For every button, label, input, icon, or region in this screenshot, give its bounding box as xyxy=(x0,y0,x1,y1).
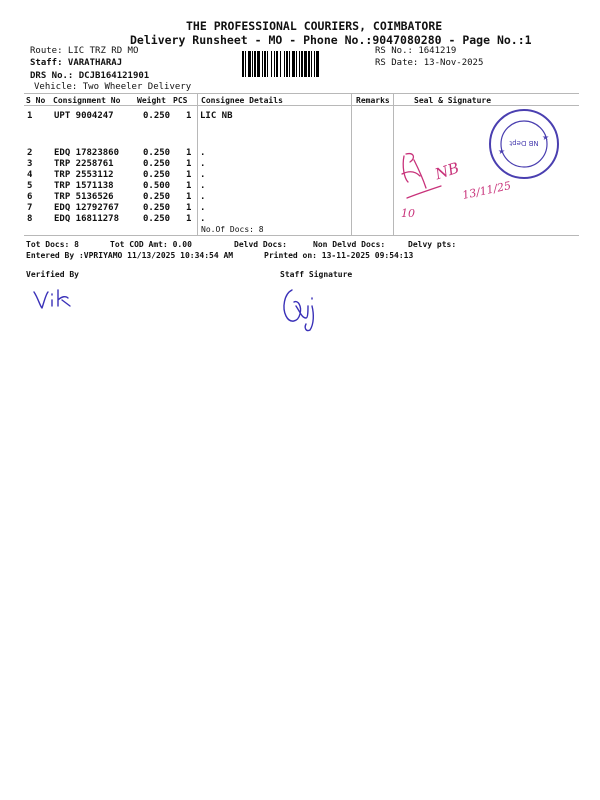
svg-text:★: ★ xyxy=(498,147,506,156)
verifier-signature xyxy=(30,284,90,314)
entered-by: Entered By :VPRIYAMO 11/13/2025 10:34:54 AM xyxy=(26,251,234,260)
cell-weight: 0.250 xyxy=(143,111,171,121)
header-consignment: Consignment No xyxy=(53,96,121,105)
cell-pcs: 1 xyxy=(186,203,192,213)
header-sno: S No xyxy=(26,96,46,105)
route-label: Route: LIC TRZ RD MO xyxy=(30,46,139,56)
cell-details: . xyxy=(200,214,206,224)
cell-weight: 0.250 xyxy=(143,170,171,180)
cell-weight: 0.500 xyxy=(143,181,171,191)
printed-on: Printed on: 13-11-2025 09:54:13 xyxy=(264,251,414,260)
column-divider xyxy=(351,93,352,235)
rs-number: RS No.: 1641219 xyxy=(375,46,457,56)
stamp-text: NB Dept xyxy=(509,139,539,147)
cell-sno: 4 xyxy=(27,170,33,180)
cell-sno: 6 xyxy=(27,192,33,202)
cell-pcs: 1 xyxy=(186,192,192,202)
table-row xyxy=(0,111,233,122)
drs-number: DRS No.: DCJB164121901 xyxy=(30,71,150,81)
cell-consignment: TRP 5136526 xyxy=(54,192,114,202)
column-divider xyxy=(393,93,394,235)
cell-pcs: 1 xyxy=(186,159,192,169)
table-row xyxy=(0,214,210,225)
cell-consignment: EDQ 17823860 xyxy=(54,148,120,158)
cell-weight: 0.250 xyxy=(143,203,171,213)
no-of-docs: No.Of Docs: 8 xyxy=(201,225,264,234)
header-seal-signature: Seal & Signature xyxy=(414,96,492,105)
handwritten-date: 13/11/25 xyxy=(461,179,513,202)
non-delivered-docs: Non Delvd Docs: xyxy=(313,240,386,249)
runsheet-subtitle: Delivery Runsheet - MO - Phone No.:9047080280 - Page No.:1 xyxy=(130,33,532,47)
cell-sno: 5 xyxy=(27,181,33,191)
vehicle-label: Vehicle: Two Wheeler Delivery xyxy=(34,82,192,92)
rs-date: RS Date: 13-Nov-2025 xyxy=(375,58,484,68)
cell-consignment: EDQ 12792767 xyxy=(54,203,120,213)
cell-sno: 2 xyxy=(27,148,33,158)
company-title: THE PROFESSIONAL COURIERS, COIMBATORE xyxy=(186,19,443,33)
cell-details: . xyxy=(200,192,206,202)
cell-sno: 7 xyxy=(27,203,33,213)
cell-pcs: 1 xyxy=(186,148,192,158)
department-stamp xyxy=(484,104,564,184)
cell-details: . xyxy=(200,148,206,158)
table-row xyxy=(0,159,210,170)
handwritten-stroke xyxy=(405,184,445,204)
table-row xyxy=(0,181,210,192)
cell-pcs: 1 xyxy=(186,181,192,191)
cell-details: . xyxy=(200,203,206,213)
staff-signature xyxy=(278,284,328,336)
total-docs: Tot Docs: 8 xyxy=(26,240,79,249)
cell-weight: 0.250 xyxy=(143,214,171,224)
cell-consignment: TRP 2553112 xyxy=(54,170,114,180)
header-pcs: PCS xyxy=(173,96,188,105)
cell-weight: 0.250 xyxy=(143,148,171,158)
handwritten-count: 10 xyxy=(401,207,415,220)
barcode xyxy=(242,51,372,77)
table-top-border xyxy=(24,93,579,94)
cell-details: . xyxy=(200,170,206,180)
table-row xyxy=(0,192,210,203)
staff-signature-label: Staff Signature xyxy=(280,270,353,279)
cell-weight: 0.250 xyxy=(143,159,171,169)
cell-details: . xyxy=(200,159,206,169)
staff-label: Staff: VARATHARAJ xyxy=(30,58,123,68)
cell-consignment: UPT 9004247 xyxy=(54,111,114,121)
header-consignee: Consignee Details xyxy=(201,96,283,105)
table-row xyxy=(0,170,210,181)
cell-consignment: EDQ 16811278 xyxy=(54,214,120,224)
cell-consignment: TRP 1571138 xyxy=(54,181,114,191)
cell-consignment: TRP 2258761 xyxy=(54,159,114,169)
cell-details: . xyxy=(200,181,206,191)
table-bottom-border xyxy=(24,235,579,236)
table-row xyxy=(0,148,210,159)
total-cod-amount: Tot COD Amt: 0.00 xyxy=(110,240,192,249)
cell-weight: 0.250 xyxy=(143,192,171,202)
verified-by-label: Verified By xyxy=(26,270,79,279)
barcode-bar xyxy=(319,51,321,77)
cell-sno: 3 xyxy=(27,159,33,169)
cell-sno: 1 xyxy=(27,111,33,121)
header-remarks: Remarks xyxy=(356,96,390,105)
handwritten-note-nb: NB xyxy=(432,158,462,184)
svg-text:★: ★ xyxy=(542,133,550,142)
cell-pcs: 1 xyxy=(186,111,192,121)
cell-sno: 8 xyxy=(27,214,33,224)
cell-pcs: 1 xyxy=(186,214,192,224)
delivery-points: Delvy pts: xyxy=(408,240,457,249)
delivered-docs: Delvd Docs: xyxy=(234,240,287,249)
header-weight: Weight xyxy=(137,96,166,105)
table-row xyxy=(0,203,210,214)
cell-details: LIC NB xyxy=(200,111,233,121)
cell-pcs: 1 xyxy=(186,170,192,180)
